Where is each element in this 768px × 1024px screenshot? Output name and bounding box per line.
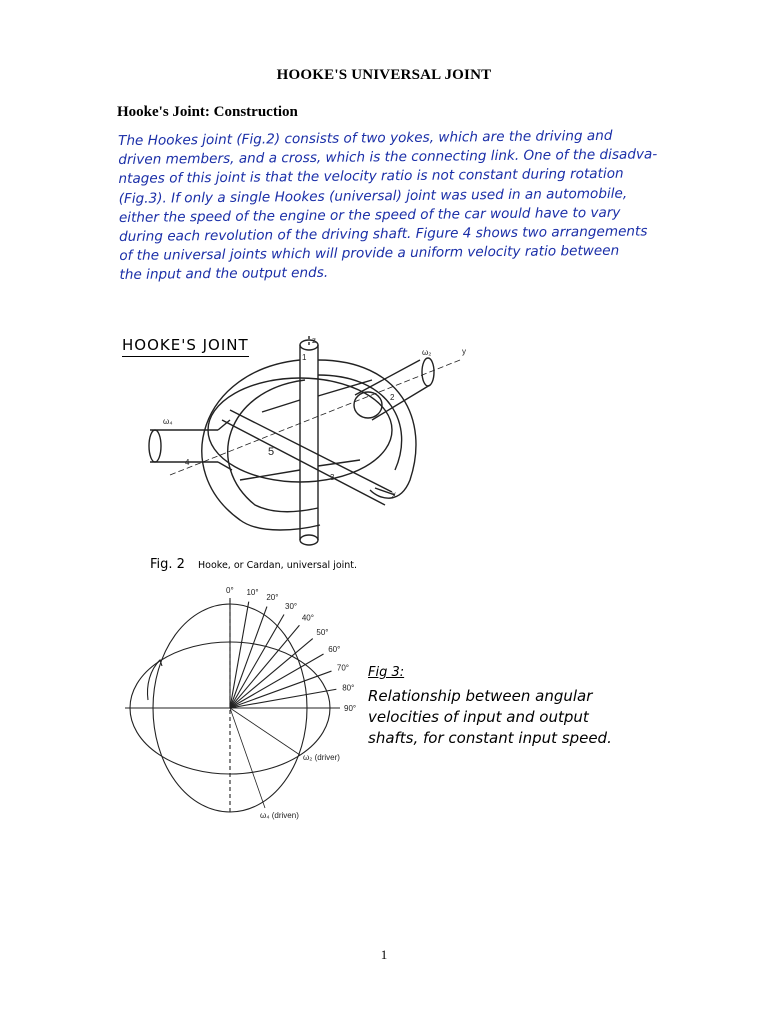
part-5-label: 5 xyxy=(268,446,275,458)
fig3-label: Fig 3: xyxy=(368,665,405,680)
part-2-label: 2 xyxy=(390,393,395,402)
driver-ellipse xyxy=(153,601,307,812)
angle-label: 10° xyxy=(246,587,259,597)
omega4-label: ω₄ xyxy=(163,417,173,426)
part-3-label: 3 xyxy=(330,473,335,482)
driven-label: ω₄ (driven) xyxy=(260,811,299,820)
angle-label: 80° xyxy=(342,683,355,693)
angle-label: 50° xyxy=(316,628,329,638)
cross-arm xyxy=(222,410,392,505)
output-shaft xyxy=(355,360,430,420)
angle-label: 60° xyxy=(328,645,341,654)
fig2-heading: HOOKE'S JOINT xyxy=(122,336,249,357)
fig2-caption: Hooke, or Cardan, universal joint. xyxy=(198,560,358,571)
driver-label: ω₂ (driver) xyxy=(303,753,340,762)
angle-rays xyxy=(230,600,341,708)
hand-line: of the universal joints which will provide a uniform velocity ratio between xyxy=(119,242,620,265)
hand-line: either the speed of the engine or the speed of the car would have to vary xyxy=(118,204,621,226)
angle-label: 90° xyxy=(344,704,357,713)
angle-label: 0° xyxy=(226,586,234,595)
angle-label: 40° xyxy=(301,613,314,623)
input-shaft xyxy=(150,430,218,462)
angle-ray xyxy=(230,671,331,708)
page-title: HOOKE'S UNIVERSAL JOINT xyxy=(276,67,492,83)
angle-ray xyxy=(230,607,267,708)
angle-ray xyxy=(230,614,284,708)
hand-line: the input and the output ends. xyxy=(119,265,329,284)
angle-ray xyxy=(230,654,324,708)
fig2-label: Fig. 2 xyxy=(150,557,185,572)
hand-line: during each revolution of the driving shaft. Figure 4 shows two arrangements xyxy=(119,223,648,246)
hand-line: (Fig.3). If only a single Hookes (universal) joint was used in an automobile, xyxy=(118,185,628,207)
driven-ellipse xyxy=(130,642,330,774)
fig3-caption xyxy=(368,686,612,749)
part-1-label: 1 xyxy=(302,353,307,362)
angle-label: 70° xyxy=(336,663,349,673)
axis-x-label: x xyxy=(392,490,396,499)
hand-line: The Hookes joint (Fig.2) consists of two yokes, which are the driving and xyxy=(118,127,613,149)
fig2-caption-block xyxy=(150,553,357,572)
driven-yoke xyxy=(318,360,416,498)
fig3-caption-line: shafts, for constant input speed. xyxy=(368,729,612,747)
fig3-caption-block xyxy=(368,665,612,749)
angle-ray xyxy=(230,689,336,708)
angle-ray xyxy=(230,639,313,708)
page-number: 1 xyxy=(380,947,388,962)
fig3-caption-line: Relationship between angular xyxy=(368,687,593,705)
fig3-caption-line: velocities of input and output xyxy=(368,708,589,726)
part-4-label: 4 xyxy=(185,458,190,467)
section-heading: Hooke's Joint: Construction xyxy=(117,104,298,120)
hand-line: driven members, and a cross, which is the connecting link. One of the disadva- xyxy=(118,146,658,169)
angle-ray xyxy=(230,625,299,708)
handwritten-paragraph xyxy=(118,126,680,285)
omega2-label: ω₂ xyxy=(422,348,432,357)
driving-yoke xyxy=(202,360,320,530)
axis-z-label: z xyxy=(312,336,316,345)
angle-label: 20° xyxy=(266,593,279,603)
angle-label: 30° xyxy=(285,601,298,611)
hand-line: ntages of this joint is that the velocity ratio is not constant during rotation xyxy=(118,166,624,188)
angle-ray xyxy=(230,602,249,708)
axis-y-label: y xyxy=(462,347,466,356)
rotation-arrow xyxy=(148,660,161,700)
